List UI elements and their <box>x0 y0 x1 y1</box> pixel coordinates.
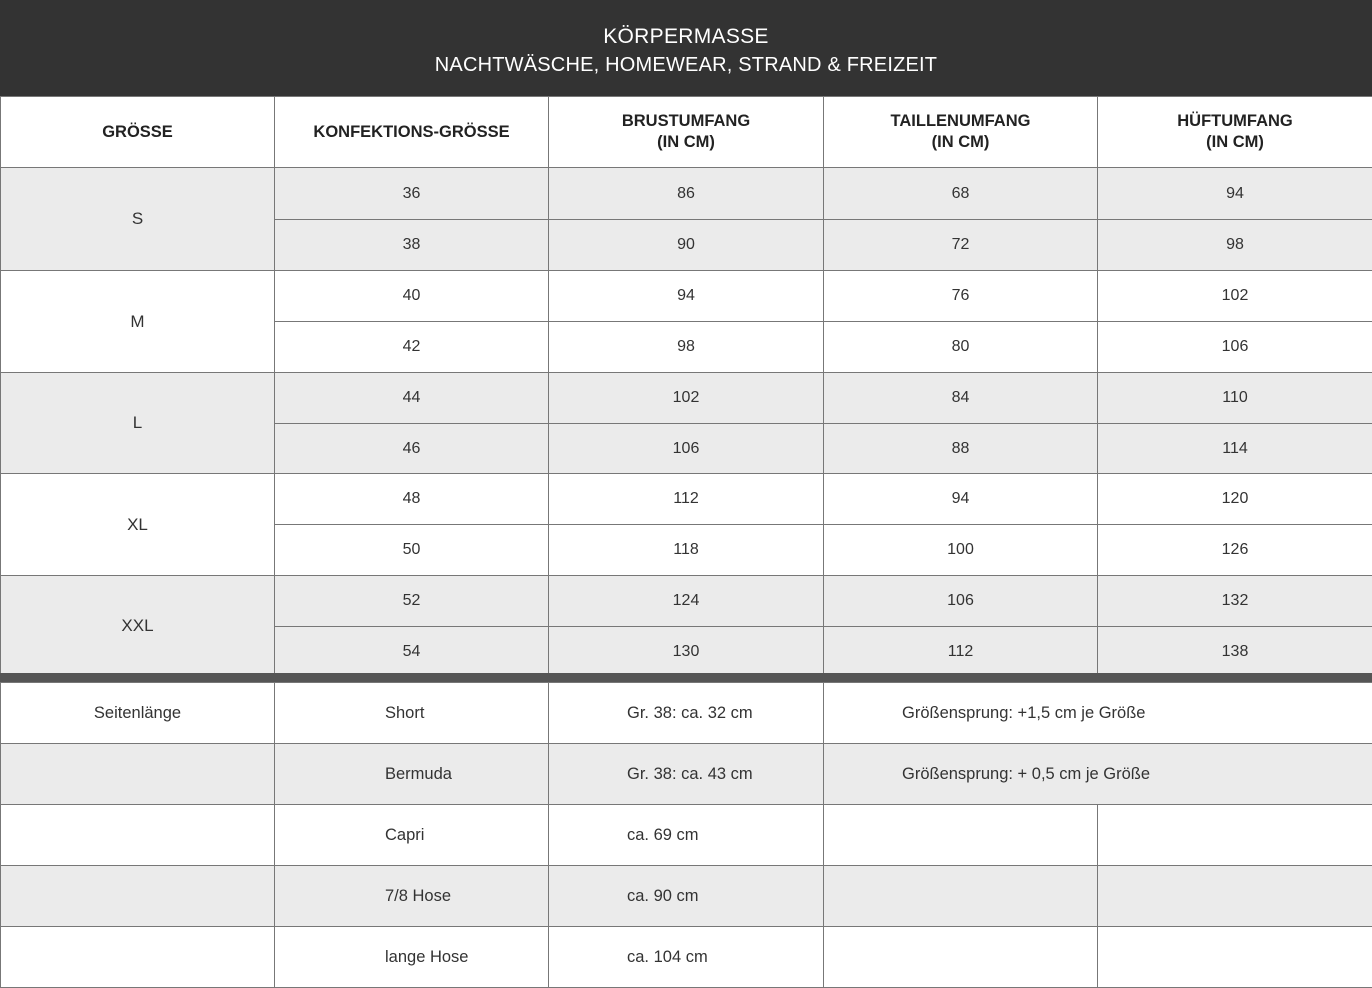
taille-cell: 80 <box>824 322 1098 373</box>
length-value-cell: Gr. 38: ca. 43 cm <box>549 744 824 805</box>
taille-cell: 88 <box>824 424 1098 474</box>
col-header-huefte-unit: (IN CM) <box>1206 133 1264 151</box>
brust-cell: 118 <box>549 525 824 576</box>
col-header-huefte <box>1098 97 1372 168</box>
length-label-cell: Seitenlänge <box>1 683 275 744</box>
table-row <box>1 683 1372 744</box>
konfektion-cell: 40 <box>275 271 549 322</box>
taille-cell: 100 <box>824 525 1098 576</box>
size-label-cell: M <box>1 271 275 373</box>
size-label-cell: S <box>1 168 275 271</box>
length-table-body <box>1 683 1372 988</box>
col-header-konfektion-label: KONFEKTIONS-GRÖSSE <box>313 122 510 141</box>
huefte-cell: 138 <box>1098 627 1372 677</box>
huefte-cell: 106 <box>1098 322 1372 373</box>
col-header-brust-label: BRUSTUMFANG <box>621 112 751 130</box>
huefte-cell: 94 <box>1098 168 1372 220</box>
empty-cell <box>1098 866 1372 927</box>
table-row <box>1 373 1372 424</box>
trouser-type-cell: lange Hose <box>275 927 549 988</box>
konfektion-cell: 36 <box>275 168 549 220</box>
size-label-cell: L <box>1 373 275 474</box>
table-row <box>1 927 1372 988</box>
table-row <box>1 805 1372 866</box>
trouser-type-cell: 7/8 Hose <box>275 866 549 927</box>
col-header-brust <box>549 97 824 168</box>
taille-cell: 106 <box>824 576 1098 627</box>
size-table-header-row <box>1 97 1372 168</box>
size-step-note-cell: Größensprung: +1,5 cm je Größe <box>824 683 1372 744</box>
length-value-cell: ca. 104 cm <box>549 927 824 988</box>
size-table <box>0 96 1372 677</box>
col-header-groesse <box>1 97 275 168</box>
length-value-cell: Gr. 38: ca. 32 cm <box>549 683 824 744</box>
size-step-note-cell: Größensprung: + 0,5 cm je Größe <box>824 744 1372 805</box>
konfektion-cell: 50 <box>275 525 549 576</box>
col-header-konfektion <box>275 97 549 168</box>
col-header-taille-label: TAILLENUMFANG <box>890 112 1031 130</box>
konfektion-cell: 54 <box>275 627 549 677</box>
table-row <box>1 271 1372 322</box>
brust-cell: 94 <box>549 271 824 322</box>
size-label-cell: XL <box>1 474 275 576</box>
konfektion-cell: 46 <box>275 424 549 474</box>
page-subtitle: NACHTWÄSCHE, HOMEWEAR, STRAND & FREIZEIT <box>434 54 938 76</box>
brust-cell: 102 <box>549 373 824 424</box>
huefte-cell: 110 <box>1098 373 1372 424</box>
brust-cell: 98 <box>549 322 824 373</box>
konfektion-cell: 48 <box>275 474 549 525</box>
length-label-cell <box>1 744 275 805</box>
col-header-groesse-label: GRÖSSE <box>102 122 173 141</box>
huefte-cell: 120 <box>1098 474 1372 525</box>
table-divider <box>0 673 1372 682</box>
table-row <box>1 474 1372 525</box>
size-table-body <box>1 168 1372 677</box>
huefte-cell: 114 <box>1098 424 1372 474</box>
trouser-type-cell: Bermuda <box>275 744 549 805</box>
huefte-cell: 126 <box>1098 525 1372 576</box>
konfektion-cell: 44 <box>275 373 549 424</box>
huefte-cell: 102 <box>1098 271 1372 322</box>
length-label-cell <box>1 927 275 988</box>
empty-cell <box>824 927 1098 988</box>
brust-cell: 130 <box>549 627 824 677</box>
length-value-cell: ca. 69 cm <box>549 805 824 866</box>
col-header-brust-unit: (IN CM) <box>657 133 715 151</box>
taille-cell: 84 <box>824 373 1098 424</box>
taille-cell: 112 <box>824 627 1098 677</box>
col-header-taille-unit: (IN CM) <box>931 133 990 151</box>
taille-cell: 68 <box>824 168 1098 220</box>
konfektion-cell: 42 <box>275 322 549 373</box>
konfektion-cell: 38 <box>275 220 549 271</box>
taille-cell: 72 <box>824 220 1098 271</box>
size-label-cell: XXL <box>1 576 275 677</box>
empty-cell <box>824 866 1098 927</box>
trouser-type-cell: Capri <box>275 805 549 866</box>
huefte-cell: 132 <box>1098 576 1372 627</box>
page-title: KÖRPERMASSE <box>603 25 769 48</box>
table-header-banner <box>0 0 1372 96</box>
konfektion-cell: 52 <box>275 576 549 627</box>
huefte-cell: 98 <box>1098 220 1372 271</box>
empty-cell <box>824 805 1098 866</box>
length-table <box>0 682 1372 988</box>
col-header-huefte-label: HÜFTUMFANG <box>1177 112 1293 130</box>
taille-cell: 76 <box>824 271 1098 322</box>
length-label-cell <box>1 866 275 927</box>
empty-cell <box>1098 805 1372 866</box>
brust-cell: 90 <box>549 220 824 271</box>
table-row <box>1 576 1372 627</box>
taille-cell: 94 <box>824 474 1098 525</box>
brust-cell: 106 <box>549 424 824 474</box>
brust-cell: 86 <box>549 168 824 220</box>
brust-cell: 112 <box>549 474 824 525</box>
length-value-cell: ca. 90 cm <box>549 866 824 927</box>
length-label-cell <box>1 805 275 866</box>
empty-cell <box>1098 927 1372 988</box>
brust-cell: 124 <box>549 576 824 627</box>
trouser-type-cell: Short <box>275 683 549 744</box>
table-row <box>1 744 1372 805</box>
col-header-taille <box>824 97 1098 168</box>
table-row <box>1 866 1372 927</box>
table-row <box>1 168 1372 220</box>
